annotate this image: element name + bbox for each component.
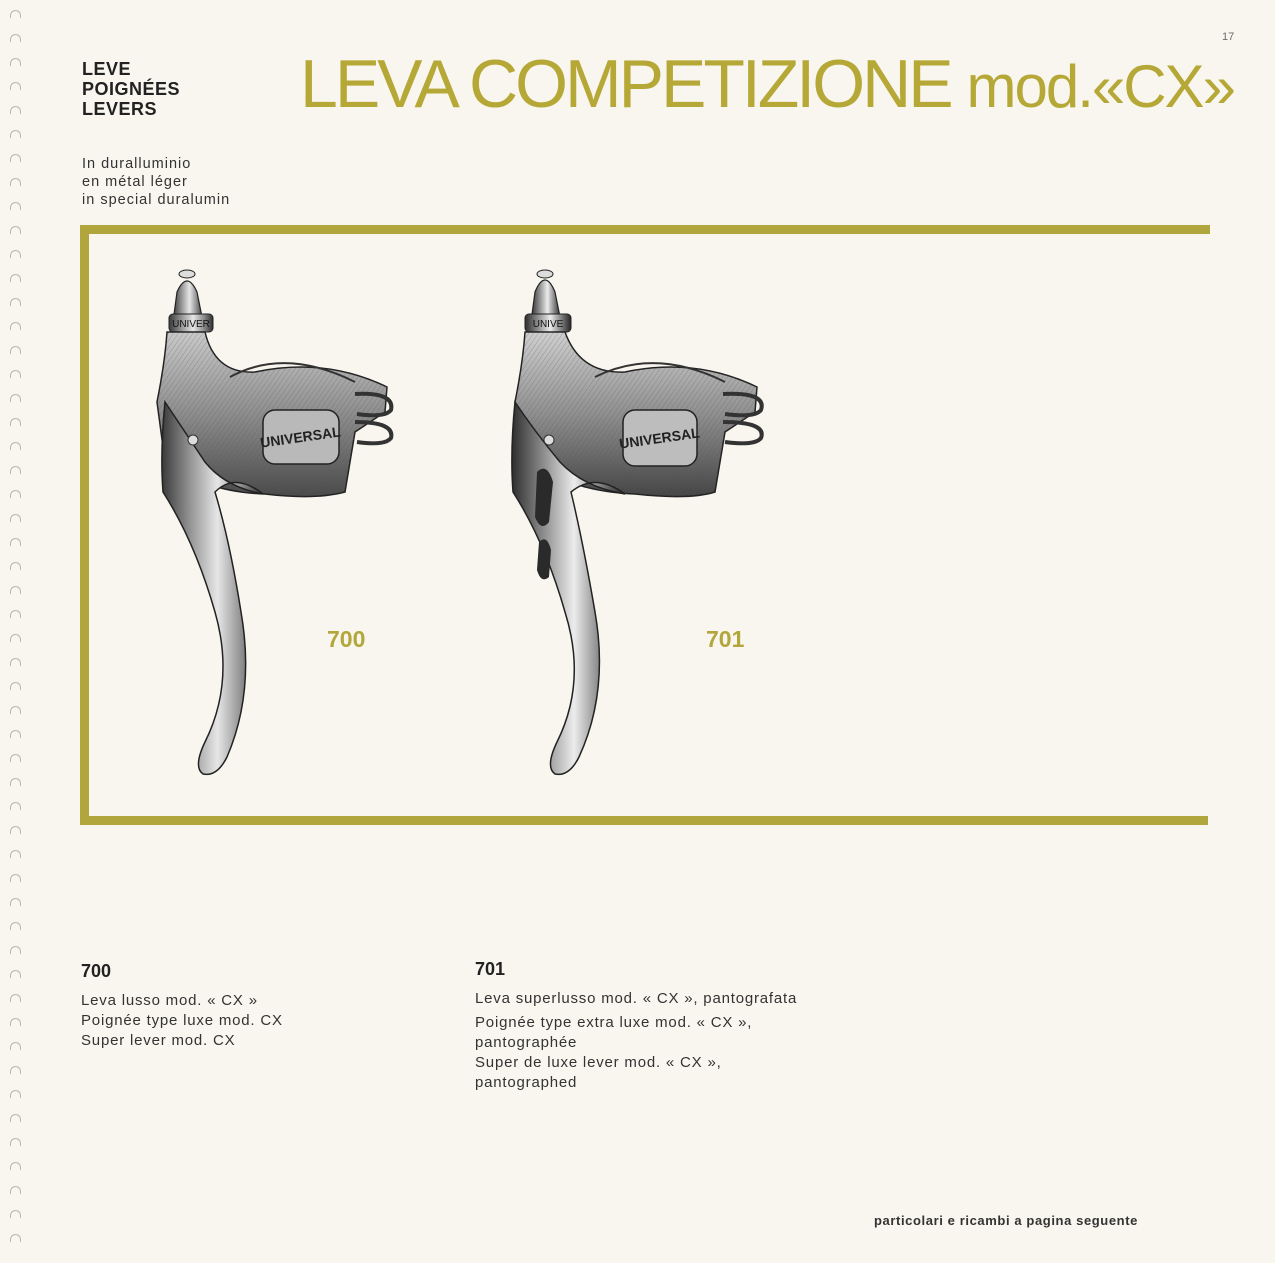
binding-hole: [10, 562, 21, 570]
frame-bottom-rule: [80, 816, 1208, 825]
item-line-it: Leva superlusso mod. « CX », pantografata: [475, 990, 798, 1007]
binding-hole: [10, 106, 21, 114]
binding-hole: [10, 322, 21, 330]
figure-label-700: 700: [327, 626, 366, 652]
binding-hole: [10, 514, 21, 522]
binding-hole: [10, 1186, 21, 1194]
binding-hole: [10, 1138, 21, 1146]
section-heading: [82, 59, 180, 119]
binding-hole: [10, 922, 21, 930]
section-heading-en: LEVERS: [82, 99, 158, 119]
binding-hole: [10, 778, 21, 786]
item-701-description: [475, 959, 815, 1093]
binding-hole: [10, 946, 21, 954]
binding-hole: [10, 706, 21, 714]
binding-hole: [10, 298, 21, 306]
binding-hole: [10, 274, 21, 282]
binding-hole: [10, 802, 21, 810]
binding-hole: [10, 34, 21, 42]
item-line-it: Leva lusso mod. « CX »: [81, 992, 258, 1009]
binding-hole: [10, 994, 21, 1002]
binding-hole: [10, 754, 21, 762]
binding-hole: [10, 1018, 21, 1026]
figure-label-701: 701: [706, 626, 745, 652]
frame-left-rule: [80, 225, 89, 825]
section-heading-fr: POIGNÉES: [82, 79, 181, 99]
binding-hole: [10, 682, 21, 690]
frame-top-rule: [80, 225, 1210, 234]
item-code: 701: [475, 959, 506, 979]
material-en: in special duralumin: [82, 192, 231, 208]
item-line-fr: Poignée type luxe mod. CX: [81, 1012, 283, 1029]
binding-hole: [10, 178, 21, 186]
binding-hole: [10, 58, 21, 66]
binding-hole: [10, 610, 21, 618]
binding-hole: [10, 634, 21, 642]
page-title-main: LEVA COMPETIZIONE: [300, 46, 951, 122]
binding-hole: [10, 346, 21, 354]
binding-hole: [10, 898, 21, 906]
item-code: 700: [81, 961, 112, 981]
binding-hole: [10, 1210, 21, 1218]
binding-hole: [10, 586, 21, 594]
binding-hole: [10, 466, 21, 474]
page-title: [300, 46, 1234, 125]
spiral-binding: [8, 10, 26, 1255]
binding-hole: [10, 1234, 21, 1242]
section-heading-it: LEVE: [82, 59, 132, 79]
binding-hole: [10, 1066, 21, 1074]
binding-hole: [10, 442, 21, 450]
lever-ring-text: UNIVER: [172, 319, 210, 330]
binding-hole: [10, 874, 21, 882]
item-line-fr: Poignée type extra luxe mod. « CX », pantographée: [475, 1014, 753, 1051]
binding-hole: [10, 826, 21, 834]
binding-hole: [10, 10, 21, 18]
brake-lever-illustration-pantographed: [505, 262, 785, 787]
item-700-description: [81, 961, 283, 1051]
footer-note: particolari e ricambi a pagina seguente: [874, 1213, 1138, 1228]
material-fr: en métal léger: [82, 174, 188, 190]
binding-hole: [10, 970, 21, 978]
binding-hole: [10, 394, 21, 402]
binding-hole: [10, 418, 21, 426]
binding-hole: [10, 1090, 21, 1098]
binding-hole: [10, 538, 21, 546]
brake-lever-illustration: [145, 262, 405, 787]
material-description: [82, 155, 230, 209]
binding-hole: [10, 202, 21, 210]
binding-hole: [10, 226, 21, 234]
material-it: In duralluminio: [82, 156, 192, 172]
item-line-en: Super lever mod. CX: [81, 1032, 236, 1049]
lever-ring-text: UNIVE: [532, 319, 564, 330]
page-title-model: mod.«CX»: [966, 53, 1234, 120]
binding-hole: [10, 730, 21, 738]
binding-hole: [10, 130, 21, 138]
binding-hole: [10, 1114, 21, 1122]
binding-hole: [10, 850, 21, 858]
lever-brand-text: UNIVERSAL: [259, 423, 342, 451]
item-line-en: Super de luxe lever mod. « CX », pantographed: [475, 1054, 722, 1091]
binding-hole: [10, 658, 21, 666]
page-number: 17: [1222, 31, 1235, 43]
binding-hole: [10, 250, 21, 258]
binding-hole: [10, 1162, 21, 1170]
binding-hole: [10, 1042, 21, 1050]
binding-hole: [10, 82, 21, 90]
binding-hole: [10, 490, 21, 498]
binding-hole: [10, 154, 21, 162]
binding-hole: [10, 370, 21, 378]
lever-brand-text: UNIVERSAL: [618, 424, 701, 452]
